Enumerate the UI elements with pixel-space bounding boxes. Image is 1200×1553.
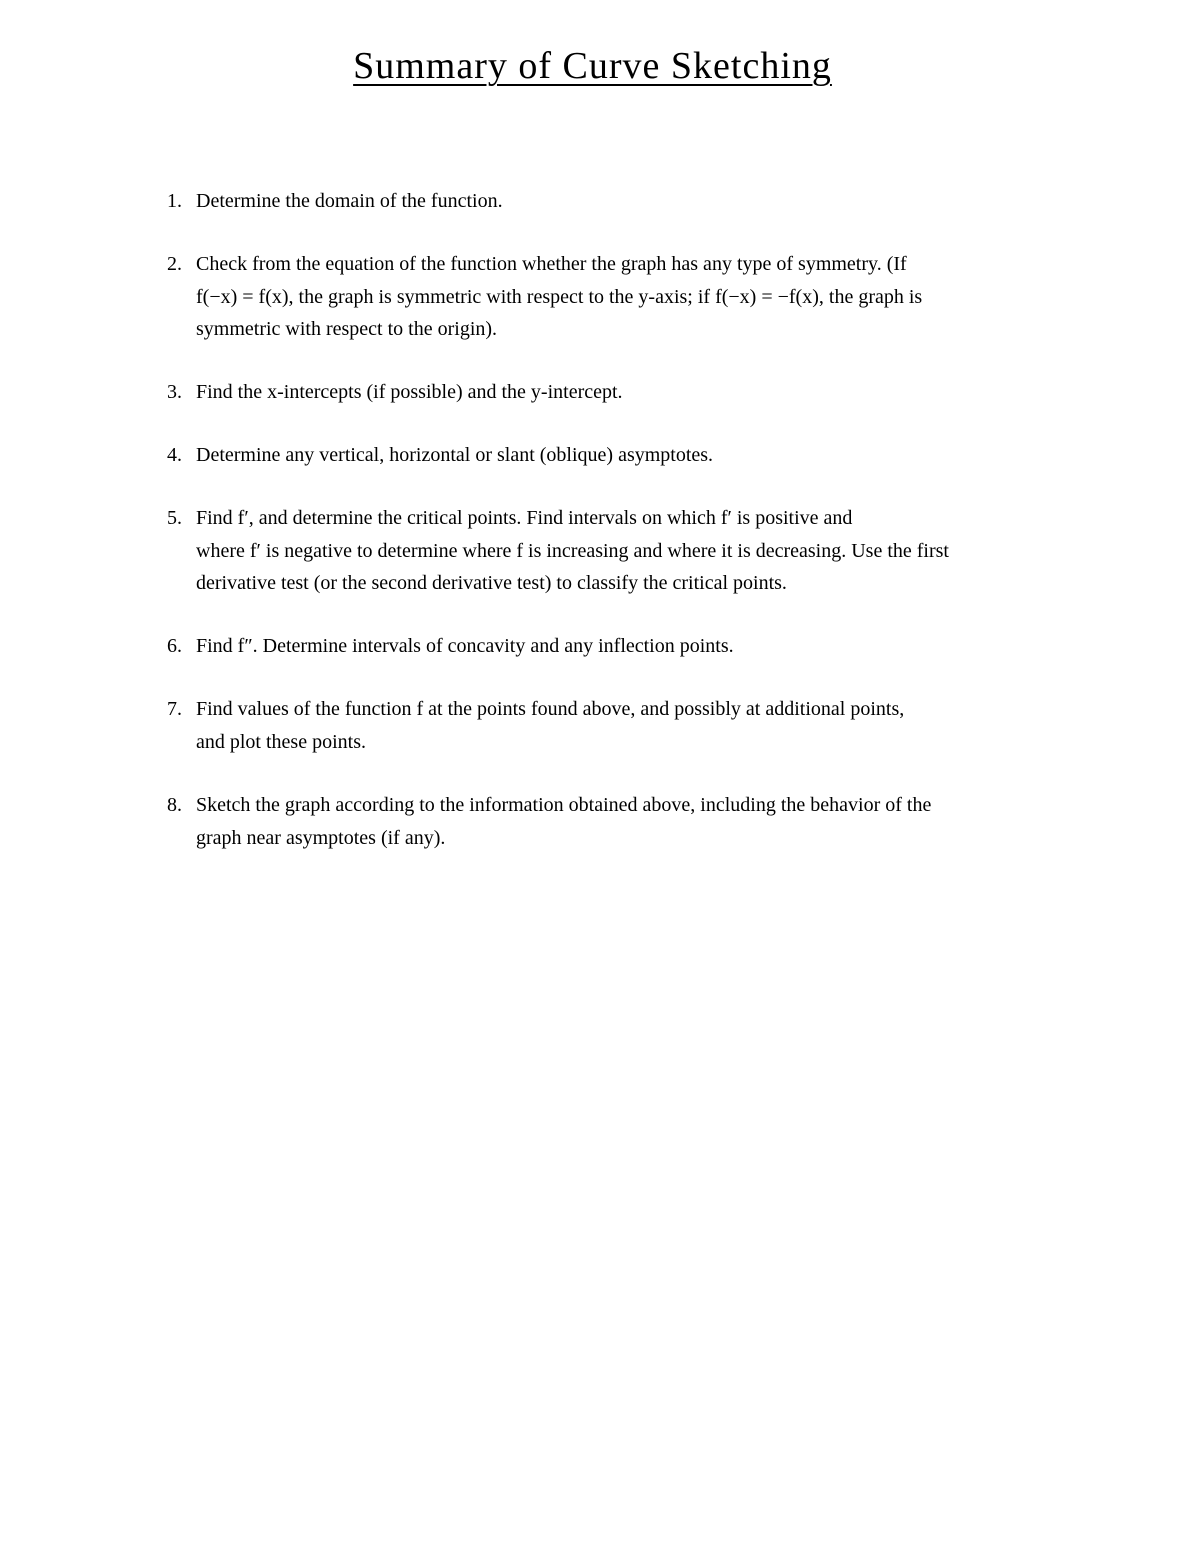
step-text-line: Find the x-intercepts (if possible) and the y-intercept. — [196, 381, 623, 403]
step-number: 2. — [167, 253, 182, 275]
step-text-line: f(−x) = f(x), the graph is symmetric with respect to the y-axis; if f(−x) = −f(x), the graph is — [196, 285, 923, 308]
step-text-line: graph near asymptotes (if any). — [196, 826, 446, 849]
page-title: Summary of Curve Sketching — [353, 45, 832, 87]
step-text-line: Sketch the graph according to the information obtained above, including the behavior of the — [196, 794, 932, 816]
step-text-line: Find f′, and determine the critical points. Find intervals on which f′ is positive and — [196, 507, 853, 529]
step-text-line: Check from the equation of the function whether the graph has any type of symmetry. (If — [196, 253, 907, 275]
step-number: 8. — [167, 794, 182, 816]
step-text-line: Find f″. Determine intervals of concavity and any inflection points. — [196, 635, 734, 657]
step-item — [167, 502, 1096, 600]
step-item — [167, 248, 1096, 346]
step-text-line: Determine any vertical, horizontal or slant (oblique) asymptotes. — [196, 444, 714, 466]
step-number: 4. — [167, 444, 182, 466]
step-item — [167, 376, 1096, 409]
step-text-line: Find values of the function f at the points found above, and possibly at additional points, — [196, 698, 905, 720]
step-number: 5. — [167, 507, 182, 529]
step-number: 6. — [167, 635, 182, 657]
step-number: 3. — [167, 381, 182, 403]
step-text-line: and plot these points. — [196, 730, 366, 753]
step-item — [167, 185, 1096, 218]
step-number: 1. — [167, 190, 182, 212]
step-item — [167, 630, 1096, 663]
step-text-line: symmetric with respect to the origin). — [196, 318, 498, 340]
step-item — [167, 693, 1096, 758]
step-item — [167, 439, 1096, 472]
step-number: 7. — [167, 698, 182, 720]
step-text-line: derivative test (or the second derivative test) to classify the critical points. — [196, 572, 787, 594]
step-text-line: where f′ is negative to determine where f is increasing and where it is decreasing. Use the first — [196, 539, 949, 562]
step-item — [167, 789, 1096, 854]
step-text-line: Determine the domain of the function. — [196, 190, 503, 212]
